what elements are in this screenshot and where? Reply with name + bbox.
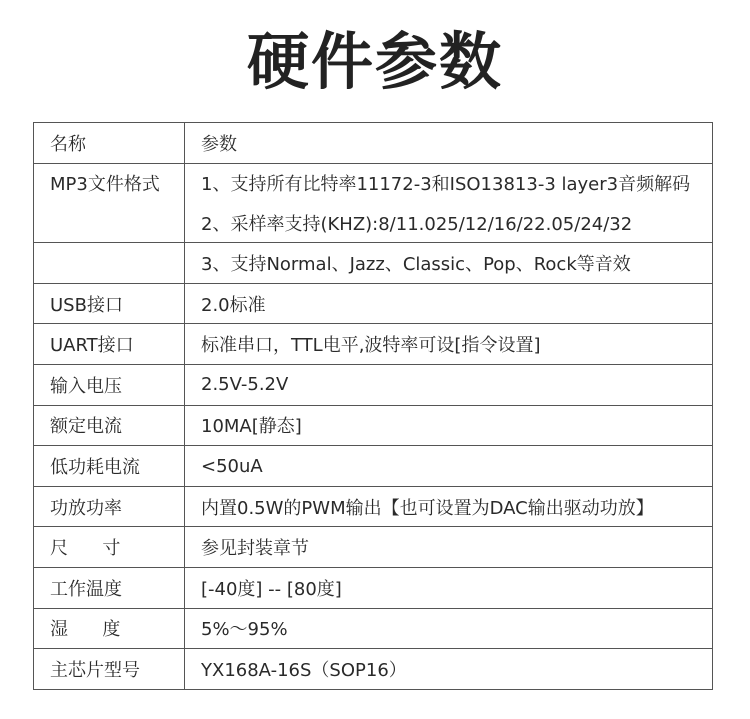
page-title: 硬件参数 [246, 25, 503, 98]
row-name-cell: 主芯片型号 [34, 649, 185, 690]
row-name-cell: USB接口 [34, 283, 185, 324]
spec-table [33, 122, 713, 690]
table-row [34, 527, 713, 568]
row-value-cell: 参见封装章节 [185, 527, 713, 568]
table-row [34, 324, 713, 365]
row-name-cell: 工作温度 [34, 568, 185, 609]
row-value-cell: <50uA [185, 446, 713, 487]
table-header-row [34, 123, 713, 164]
table-row [34, 649, 713, 690]
row-value-cell: 10MA[静态] [185, 405, 713, 446]
table-row [34, 163, 713, 203]
row-name-cell: 湿 度 [34, 608, 185, 649]
row-value-cell: 2.5V-5.2V [185, 365, 713, 406]
row-value-cell: 1、支持所有比特率11172-3和ISO13813-3 layer3音频解码 [185, 163, 713, 203]
row-name-cell [34, 243, 185, 284]
table-row [34, 203, 713, 243]
table-row [34, 243, 713, 284]
row-name-cell: 功放功率 [34, 486, 185, 527]
row-value-cell: 3、支持Normal、Jazz、Classic、Pop、Rock等音效 [185, 243, 713, 284]
table-row [34, 283, 713, 324]
header-value-cell: 参数 [185, 123, 713, 164]
table-row [34, 365, 713, 406]
row-value-cell: 2.0标准 [185, 283, 713, 324]
table-row [34, 486, 713, 527]
table-row [34, 568, 713, 609]
header-name-cell: 名称 [34, 123, 185, 164]
table-row [34, 446, 713, 487]
row-value-cell: 内置0.5W的PWM输出【也可设置为DAC输出驱动功放】 [185, 486, 713, 527]
row-value-cell: 2、采样率支持(KHZ):8/11.025/12/16/22.05/24/32 [185, 203, 713, 243]
table-row [34, 608, 713, 649]
row-name-cell [34, 203, 185, 243]
row-name-cell: 额定电流 [34, 405, 185, 446]
row-value-cell: 5%～95% [185, 608, 713, 649]
row-name-cell: UART接口 [34, 324, 185, 365]
row-value-cell: 标准串口，TTL电平,波特率可设[指令设置] [185, 324, 713, 365]
row-value-cell: YX168A-16S（SOP16） [185, 649, 713, 690]
row-name-cell: 尺 寸 [34, 527, 185, 568]
row-name-cell: MP3文件格式 [34, 163, 185, 203]
row-name-cell: 输入电压 [34, 365, 185, 406]
table-row [34, 405, 713, 446]
row-name-cell: 低功耗电流 [34, 446, 185, 487]
row-value-cell: [-40度] -- [80度] [185, 568, 713, 609]
